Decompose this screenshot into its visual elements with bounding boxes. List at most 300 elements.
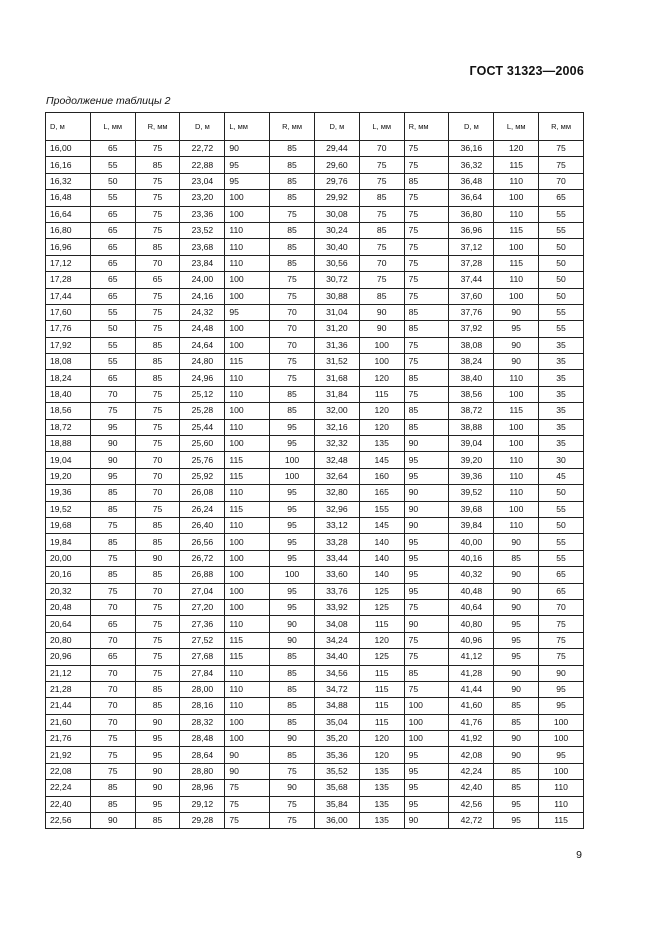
table-cell: 55 <box>539 501 584 517</box>
table-cell: 40,96 <box>449 632 494 648</box>
table-cell: 75 <box>135 386 180 402</box>
table-cell: 26,24 <box>180 501 225 517</box>
table-cell: 70 <box>359 255 404 271</box>
table-cell: 95 <box>404 534 449 550</box>
table-cell: 75 <box>90 517 135 533</box>
table-cell: 95 <box>90 419 135 435</box>
table-cell: 75 <box>270 206 315 222</box>
table-cell: 95 <box>404 763 449 779</box>
table-cell: 75 <box>90 747 135 763</box>
table-row <box>46 763 584 779</box>
table-cell: 45 <box>539 468 584 484</box>
table-cell: 110 <box>225 239 270 255</box>
table-cell: 23,20 <box>180 190 225 206</box>
table-cell: 85 <box>135 157 180 173</box>
table-cell: 95 <box>539 747 584 763</box>
table-row <box>46 698 584 714</box>
table-cell: 40,00 <box>449 534 494 550</box>
table-cell: 75 <box>539 649 584 665</box>
table-cell: 26,40 <box>180 517 225 533</box>
table-cell: 140 <box>359 550 404 566</box>
table-cell: 100 <box>494 501 539 517</box>
table-cell: 75 <box>539 632 584 648</box>
table-cell: 100 <box>225 436 270 452</box>
table-cell: 95 <box>494 649 539 665</box>
column-header: L, мм <box>494 113 539 141</box>
table-cell: 90 <box>270 632 315 648</box>
table-cell: 115 <box>225 354 270 370</box>
table-cell: 26,56 <box>180 534 225 550</box>
table-cell: 85 <box>135 681 180 697</box>
table-cell: 115 <box>359 386 404 402</box>
table-cell: 70 <box>135 255 180 271</box>
table-cell: 115 <box>225 501 270 517</box>
table-cell: 110 <box>494 452 539 468</box>
table-cell: 115 <box>225 452 270 468</box>
table-cell: 70 <box>270 337 315 353</box>
table-cell: 95 <box>494 632 539 648</box>
table-cell: 90 <box>359 304 404 320</box>
table-cell: 65 <box>90 141 135 157</box>
table-cell: 75 <box>135 206 180 222</box>
table-cell: 33,60 <box>314 567 359 583</box>
table-cell: 115 <box>359 698 404 714</box>
table-cell: 85 <box>404 321 449 337</box>
table-cell: 110 <box>225 485 270 501</box>
table-row <box>46 386 584 402</box>
table-cell: 18,56 <box>46 403 91 419</box>
table-cell: 75 <box>404 649 449 665</box>
table-cell: 115 <box>225 649 270 665</box>
table-cell: 85 <box>135 354 180 370</box>
table-cell: 75 <box>404 681 449 697</box>
table-cell: 31,20 <box>314 321 359 337</box>
table-cell: 90 <box>359 321 404 337</box>
table-cell: 85 <box>494 698 539 714</box>
table-cell: 55 <box>90 190 135 206</box>
table-cell: 35 <box>539 354 584 370</box>
table-cell: 19,84 <box>46 534 91 550</box>
table-row <box>46 141 584 157</box>
table-cell: 24,32 <box>180 304 225 320</box>
table-cell: 90 <box>404 501 449 517</box>
table-cell: 29,60 <box>314 157 359 173</box>
table-cell: 95 <box>270 550 315 566</box>
table-cell: 75 <box>404 599 449 615</box>
table-cell: 27,52 <box>180 632 225 648</box>
table-cell: 25,76 <box>180 452 225 468</box>
table-cell: 70 <box>270 304 315 320</box>
table-row <box>46 403 584 419</box>
table-cell: 100 <box>359 354 404 370</box>
table-cell: 21,76 <box>46 731 91 747</box>
table-row <box>46 337 584 353</box>
table-cell: 90 <box>494 534 539 550</box>
table-cell: 165 <box>359 485 404 501</box>
table-cell: 95 <box>90 468 135 484</box>
table-cell: 90 <box>404 436 449 452</box>
table-row <box>46 616 584 632</box>
table-cell: 90 <box>494 747 539 763</box>
table-cell: 100 <box>494 190 539 206</box>
table-cell: 36,16 <box>449 141 494 157</box>
table-cell: 85 <box>494 763 539 779</box>
table-cell: 85 <box>90 485 135 501</box>
table-cell: 75 <box>135 501 180 517</box>
table-cell: 18,88 <box>46 436 91 452</box>
table-row <box>46 452 584 468</box>
table-cell: 70 <box>135 583 180 599</box>
table-cell: 75 <box>359 157 404 173</box>
table-cell: 55 <box>539 550 584 566</box>
table-cell: 33,44 <box>314 550 359 566</box>
table-cell: 41,76 <box>449 714 494 730</box>
table-cell: 29,76 <box>314 173 359 189</box>
table-cell: 75 <box>135 632 180 648</box>
table-cell: 75 <box>90 763 135 779</box>
table-cell: 75 <box>135 173 180 189</box>
table-row <box>46 468 584 484</box>
table-cell: 110 <box>225 665 270 681</box>
table-cell: 55 <box>90 354 135 370</box>
table-cell: 16,96 <box>46 239 91 255</box>
table-row <box>46 714 584 730</box>
table-cell: 95 <box>404 583 449 599</box>
table-cell: 34,24 <box>314 632 359 648</box>
table-cell: 85 <box>135 698 180 714</box>
table-cell: 16,80 <box>46 222 91 238</box>
table-cell: 30,72 <box>314 272 359 288</box>
table-cell: 20,64 <box>46 616 91 632</box>
table-cell: 110 <box>225 386 270 402</box>
table-cell: 85 <box>270 403 315 419</box>
table-row <box>46 583 584 599</box>
table-cell: 100 <box>539 763 584 779</box>
table-cell: 75 <box>135 403 180 419</box>
table-cell: 110 <box>225 419 270 435</box>
table-cell: 95 <box>270 436 315 452</box>
table-cell: 100 <box>225 190 270 206</box>
table-cell: 115 <box>359 665 404 681</box>
table-cell: 24,16 <box>180 288 225 304</box>
table-cell: 85 <box>270 239 315 255</box>
table-cell: 50 <box>539 255 584 271</box>
table-cell: 115 <box>494 222 539 238</box>
table-cell: 28,00 <box>180 681 225 697</box>
table-cell: 70 <box>135 468 180 484</box>
table-cell: 27,20 <box>180 599 225 615</box>
table-cell: 85 <box>404 173 449 189</box>
table-cell: 75 <box>135 304 180 320</box>
table-cell: 30,08 <box>314 206 359 222</box>
table-cell: 110 <box>225 517 270 533</box>
table-cell: 115 <box>359 616 404 632</box>
table-cell: 120 <box>359 731 404 747</box>
table-cell: 41,60 <box>449 698 494 714</box>
table-cell: 32,00 <box>314 403 359 419</box>
table-cell: 23,84 <box>180 255 225 271</box>
table-cell: 34,72 <box>314 681 359 697</box>
table-cell: 90 <box>404 616 449 632</box>
table-cell: 70 <box>539 599 584 615</box>
table-cell: 95 <box>135 747 180 763</box>
table-cell: 75 <box>90 550 135 566</box>
table-cell: 100 <box>270 567 315 583</box>
table-cell: 110 <box>539 780 584 796</box>
table-cell: 85 <box>270 649 315 665</box>
table-cell: 75 <box>404 337 449 353</box>
table-cell: 75 <box>225 813 270 829</box>
table-cell: 120 <box>359 370 404 386</box>
table-cell: 95 <box>404 747 449 763</box>
table-cell: 95 <box>404 567 449 583</box>
column-header: D, м <box>449 113 494 141</box>
table-cell: 95 <box>494 321 539 337</box>
table-row <box>46 747 584 763</box>
table-cell: 85 <box>90 501 135 517</box>
table-cell: 17,76 <box>46 321 91 337</box>
table-cell: 29,28 <box>180 813 225 829</box>
table-cell: 100 <box>494 239 539 255</box>
table-cell: 28,32 <box>180 714 225 730</box>
table-cell: 75 <box>539 141 584 157</box>
table-cell: 55 <box>90 337 135 353</box>
table-cell: 75 <box>359 173 404 189</box>
table-cell: 40,48 <box>449 583 494 599</box>
table-cell: 95 <box>404 550 449 566</box>
table-cell: 85 <box>270 681 315 697</box>
table-cell: 95 <box>135 731 180 747</box>
table-cell: 110 <box>225 222 270 238</box>
table-cell: 39,04 <box>449 436 494 452</box>
table-cell: 75 <box>135 436 180 452</box>
table-cell: 125 <box>359 583 404 599</box>
table-cell: 135 <box>359 763 404 779</box>
table-cell: 28,80 <box>180 763 225 779</box>
table-cell: 39,20 <box>449 452 494 468</box>
table-cell: 95 <box>494 813 539 829</box>
table-cell: 36,96 <box>449 222 494 238</box>
table-cell: 36,48 <box>449 173 494 189</box>
table-cell: 16,00 <box>46 141 91 157</box>
table-cell: 75 <box>225 796 270 812</box>
table-cell: 24,96 <box>180 370 225 386</box>
table-cell: 85 <box>270 141 315 157</box>
table-cell: 28,16 <box>180 698 225 714</box>
table-cell: 32,80 <box>314 485 359 501</box>
table-cell: 38,24 <box>449 354 494 370</box>
table-cell: 100 <box>225 599 270 615</box>
table-cell: 42,08 <box>449 747 494 763</box>
table-cell: 90 <box>90 436 135 452</box>
table-cell: 100 <box>225 206 270 222</box>
table-cell: 115 <box>225 632 270 648</box>
table-cell: 75 <box>404 206 449 222</box>
table-cell: 135 <box>359 780 404 796</box>
table-cell: 75 <box>135 599 180 615</box>
table-row <box>46 550 584 566</box>
table-cell: 65 <box>90 370 135 386</box>
table-cell: 23,04 <box>180 173 225 189</box>
table-cell: 65 <box>90 649 135 665</box>
table-cell: 120 <box>359 403 404 419</box>
table-cell: 75 <box>90 731 135 747</box>
table-cell: 22,72 <box>180 141 225 157</box>
table-cell: 115 <box>225 468 270 484</box>
table-cell: 100 <box>225 337 270 353</box>
table-cell: 95 <box>225 157 270 173</box>
table-cell: 39,52 <box>449 485 494 501</box>
table-cell: 75 <box>404 239 449 255</box>
table-cell: 110 <box>494 272 539 288</box>
table-cell: 85 <box>270 173 315 189</box>
table-cell: 90 <box>494 567 539 583</box>
table-cell: 160 <box>359 468 404 484</box>
table-cell: 100 <box>225 731 270 747</box>
table-cell: 42,72 <box>449 813 494 829</box>
table-cell: 100 <box>225 567 270 583</box>
table-cell: 135 <box>359 436 404 452</box>
table-cell: 95 <box>539 681 584 697</box>
table-cell: 20,96 <box>46 649 91 665</box>
table-cell: 55 <box>539 534 584 550</box>
table-row <box>46 190 584 206</box>
table-cell: 75 <box>359 272 404 288</box>
table-row <box>46 239 584 255</box>
table-cell: 70 <box>359 141 404 157</box>
table-cell: 85 <box>404 370 449 386</box>
table-cell: 140 <box>359 534 404 550</box>
table-cell: 22,40 <box>46 796 91 812</box>
table-cell: 90 <box>225 141 270 157</box>
table-cell: 100 <box>225 321 270 337</box>
table-cell: 75 <box>135 665 180 681</box>
table-cell: 90 <box>404 517 449 533</box>
table-cell: 22,56 <box>46 813 91 829</box>
table-cell: 55 <box>90 304 135 320</box>
table-cell: 75 <box>90 583 135 599</box>
table-cell: 17,44 <box>46 288 91 304</box>
table-cell: 75 <box>539 157 584 173</box>
table-cell: 65 <box>90 616 135 632</box>
table-cell: 140 <box>359 567 404 583</box>
table-cell: 100 <box>494 436 539 452</box>
table-cell: 17,12 <box>46 255 91 271</box>
table-cell: 75 <box>404 255 449 271</box>
table-row <box>46 485 584 501</box>
table-cell: 17,28 <box>46 272 91 288</box>
table-cell: 110 <box>494 485 539 501</box>
table-cell: 135 <box>359 796 404 812</box>
table-cell: 65 <box>135 272 180 288</box>
table-cell: 100 <box>494 386 539 402</box>
table-cell: 100 <box>404 698 449 714</box>
table-row <box>46 780 584 796</box>
table-cell: 90 <box>404 485 449 501</box>
table-cell: 31,52 <box>314 354 359 370</box>
table-cell: 38,88 <box>449 419 494 435</box>
table-cell: 95 <box>225 173 270 189</box>
table-cell: 90 <box>135 714 180 730</box>
table-cell: 85 <box>359 190 404 206</box>
table-cell: 85 <box>404 403 449 419</box>
table-cell: 100 <box>225 288 270 304</box>
table-cell: 70 <box>90 714 135 730</box>
table-row <box>46 534 584 550</box>
table-cell: 100 <box>270 452 315 468</box>
table-cell: 75 <box>135 321 180 337</box>
table-row <box>46 222 584 238</box>
table-cell: 33,92 <box>314 599 359 615</box>
table-cell: 115 <box>494 255 539 271</box>
table-cell: 27,84 <box>180 665 225 681</box>
table-cell: 90 <box>494 665 539 681</box>
table-cell: 27,04 <box>180 583 225 599</box>
table-cell: 85 <box>270 157 315 173</box>
table-cell: 95 <box>539 698 584 714</box>
table-cell: 95 <box>270 599 315 615</box>
table-cell: 100 <box>494 419 539 435</box>
table-cell: 55 <box>539 222 584 238</box>
table-cell: 110 <box>225 616 270 632</box>
table-cell: 35,84 <box>314 796 359 812</box>
table-cell: 110 <box>494 468 539 484</box>
table-cell: 50 <box>539 517 584 533</box>
table-cell: 37,92 <box>449 321 494 337</box>
table-cell: 29,44 <box>314 141 359 157</box>
table-cell: 95 <box>494 796 539 812</box>
table-cell: 36,80 <box>449 206 494 222</box>
table-cell: 90 <box>135 763 180 779</box>
table-cell: 32,48 <box>314 452 359 468</box>
table-cell: 50 <box>539 272 584 288</box>
table-cell: 85 <box>270 698 315 714</box>
table-row <box>46 304 584 320</box>
table-cell: 75 <box>404 222 449 238</box>
column-header: R, мм <box>404 113 449 141</box>
table-cell: 85 <box>404 665 449 681</box>
table-cell: 21,12 <box>46 665 91 681</box>
table-row <box>46 255 584 271</box>
table-cell: 75 <box>225 780 270 796</box>
table-cell: 100 <box>270 468 315 484</box>
table-cell: 85 <box>270 747 315 763</box>
table-cell: 32,32 <box>314 436 359 452</box>
table-cell: 37,44 <box>449 272 494 288</box>
table-cell: 90 <box>270 731 315 747</box>
table-cell: 95 <box>404 452 449 468</box>
table-cell: 24,00 <box>180 272 225 288</box>
table-cell: 95 <box>225 304 270 320</box>
table-cell: 75 <box>90 403 135 419</box>
table-cell: 35 <box>539 337 584 353</box>
page-number: 9 <box>576 849 582 861</box>
table-cell: 85 <box>270 386 315 402</box>
table-cell: 19,04 <box>46 452 91 468</box>
table-cell: 41,12 <box>449 649 494 665</box>
table-cell: 100 <box>404 714 449 730</box>
table-cell: 110 <box>225 681 270 697</box>
table-cell: 25,12 <box>180 386 225 402</box>
table-cell: 25,44 <box>180 419 225 435</box>
table-cell: 37,76 <box>449 304 494 320</box>
table-cell: 34,40 <box>314 649 359 665</box>
table-cell: 95 <box>270 534 315 550</box>
table-cell: 85 <box>90 534 135 550</box>
table-cell: 40,32 <box>449 567 494 583</box>
table-cell: 20,80 <box>46 632 91 648</box>
table-cell: 20,00 <box>46 550 91 566</box>
